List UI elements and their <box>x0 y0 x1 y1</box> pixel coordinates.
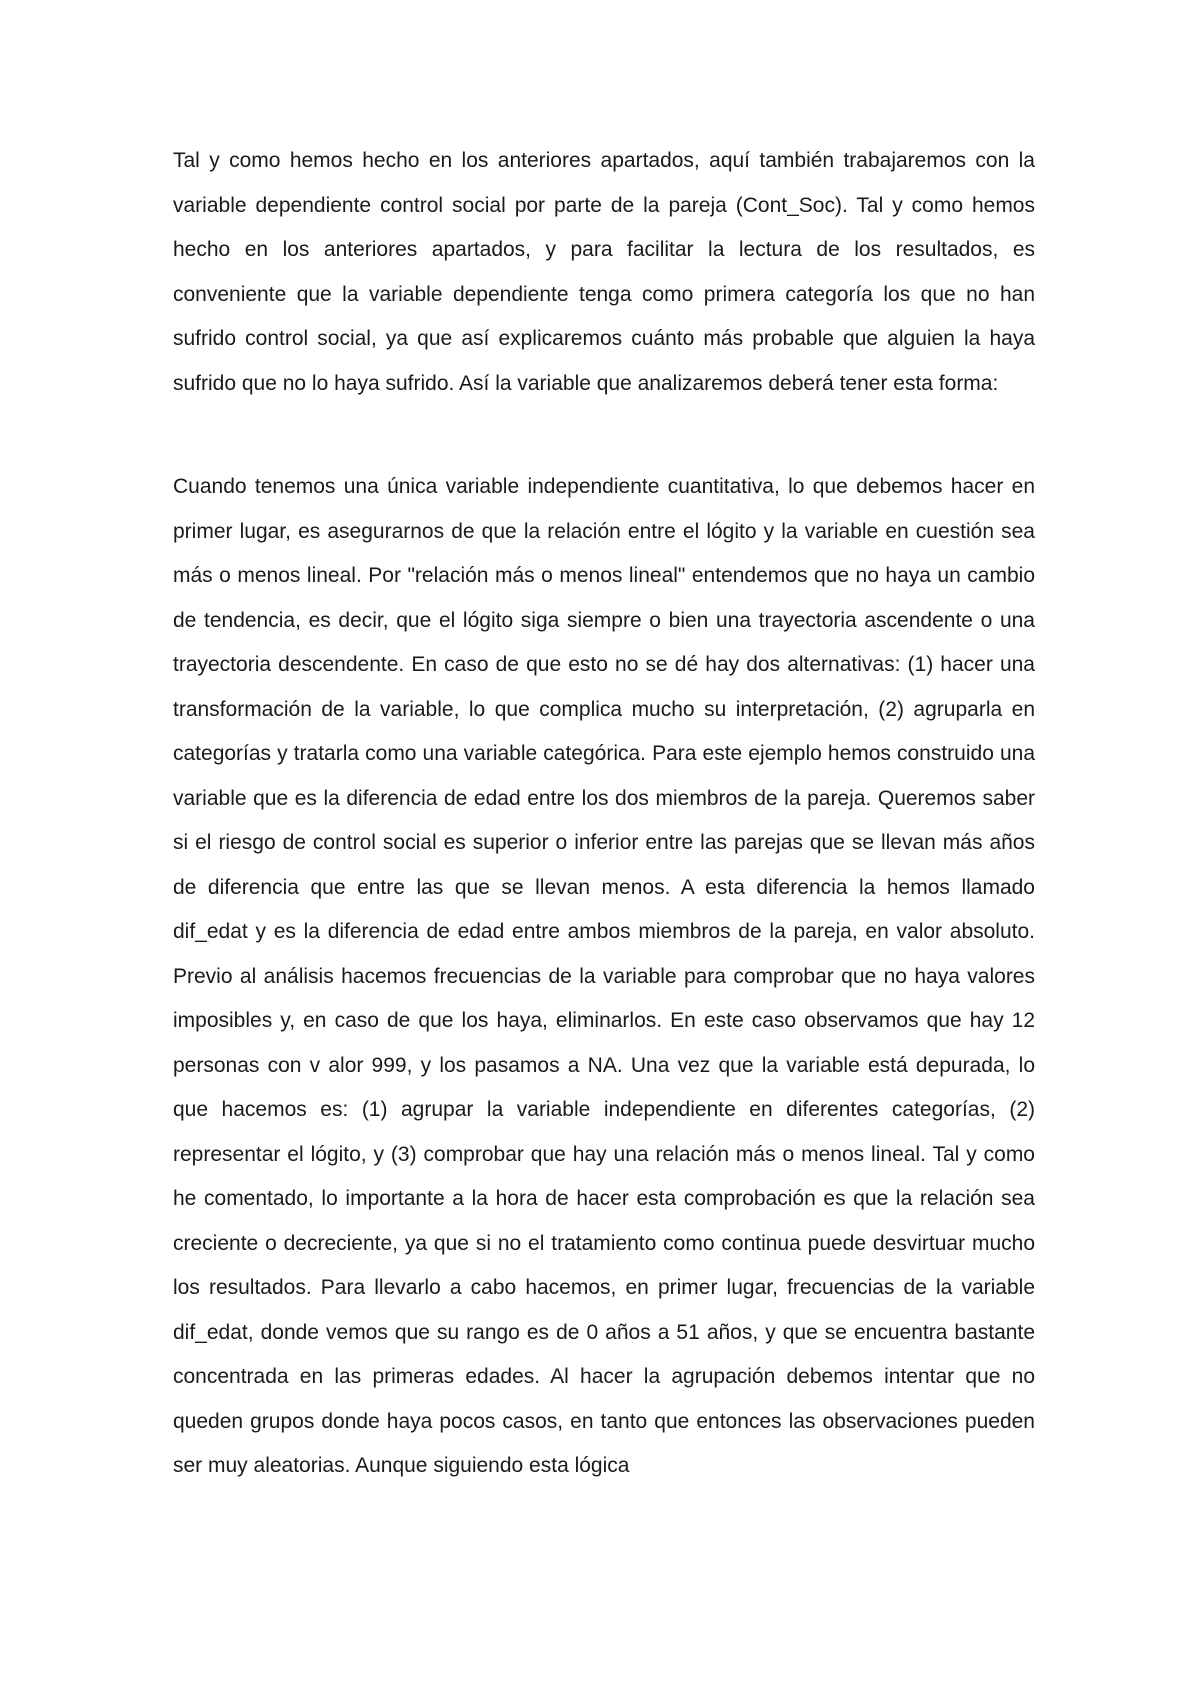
paragraph-text: Cuando tenemos una única variable independiente cuantitativa, lo que debemos hacer en primer lugar, es asegurarnos de que la relación entre el lógito y la variable en cuestión sea más o menos lineal. Por "relación más o menos lineal" entendemos que no haya un cambio de tendencia, es decir, que el lógito siga siempre o bien una trayectoria ascendente o una trayectoria descendente. En caso de que esto no se dé hay dos alternativas: (1) hacer una transformación de la variable, lo que complica mucho su interpretación, (2) agruparla en categorías y tratarla como una variable categórica. Para este ejemplo hemos construido una variable que es la diferencia de edad entre los dos miembros de la pareja. Queremos saber si el riesgo de control social es superior o inferior entre las parejas que se llevan más años de diferencia que entre las que se llevan menos. A esta diferencia la hemos llamado dif_edat y es la diferencia de edad entre ambos miembros de la pareja, en valor absoluto. Previo al análisis hacemos frecuencias de la variable para comprobar que no haya valores imposibles y, en caso de que los haya, eliminarlos. En este caso observamos que hay 12 personas con v alor 999, y los pasamos a NA. Una vez que la variable está depurada, lo que hacemos es: (1) agrupar la variable independiente en diferentes categorías, (2) representar el lógito, y (3) comprobar que hay una relación más o menos lineal. Tal y como he comentado, lo importante a la hora de hacer esta comprobación es que la relación sea creciente o decreciente, ya que si no el tratamiento como continua puede desvirtuar mucho los resultados. Para llevarlo a cabo hacemos, en primer lugar, frecuencias de la variable dif_edat, donde vemos que su rango es de 0 años a 51 años, y que se encuentra bastante concentrada en las primeras edades. Al hacer la agrupación debemos intentar que no queden grupos donde haya pocos casos, en tanto que entonces las observaciones pueden ser muy aleatorias. Aunque siguiendo esta lógica <box>173 475 1035 1477</box>
paragraph-text: Tal y como hemos hecho en los anteriores apartados, aquí también trabajaremos con la variable dependiente control social por parte de la pareja (Cont_Soc). Tal y como hemos hecho en los anteriores apartados, y para facilitar la lectura de los resultados, es conveniente que la variable dependiente tenga como primera categoría los que no han sufrido control social, ya que así explicaremos cuánto más probable que alguien la haya sufrido que no lo haya sufrido. Así la variable que analizaremos deberá tener esta forma: <box>173 149 1035 395</box>
paragraph-2 <box>173 465 1035 1489</box>
paragraph-1 <box>173 139 1035 406</box>
